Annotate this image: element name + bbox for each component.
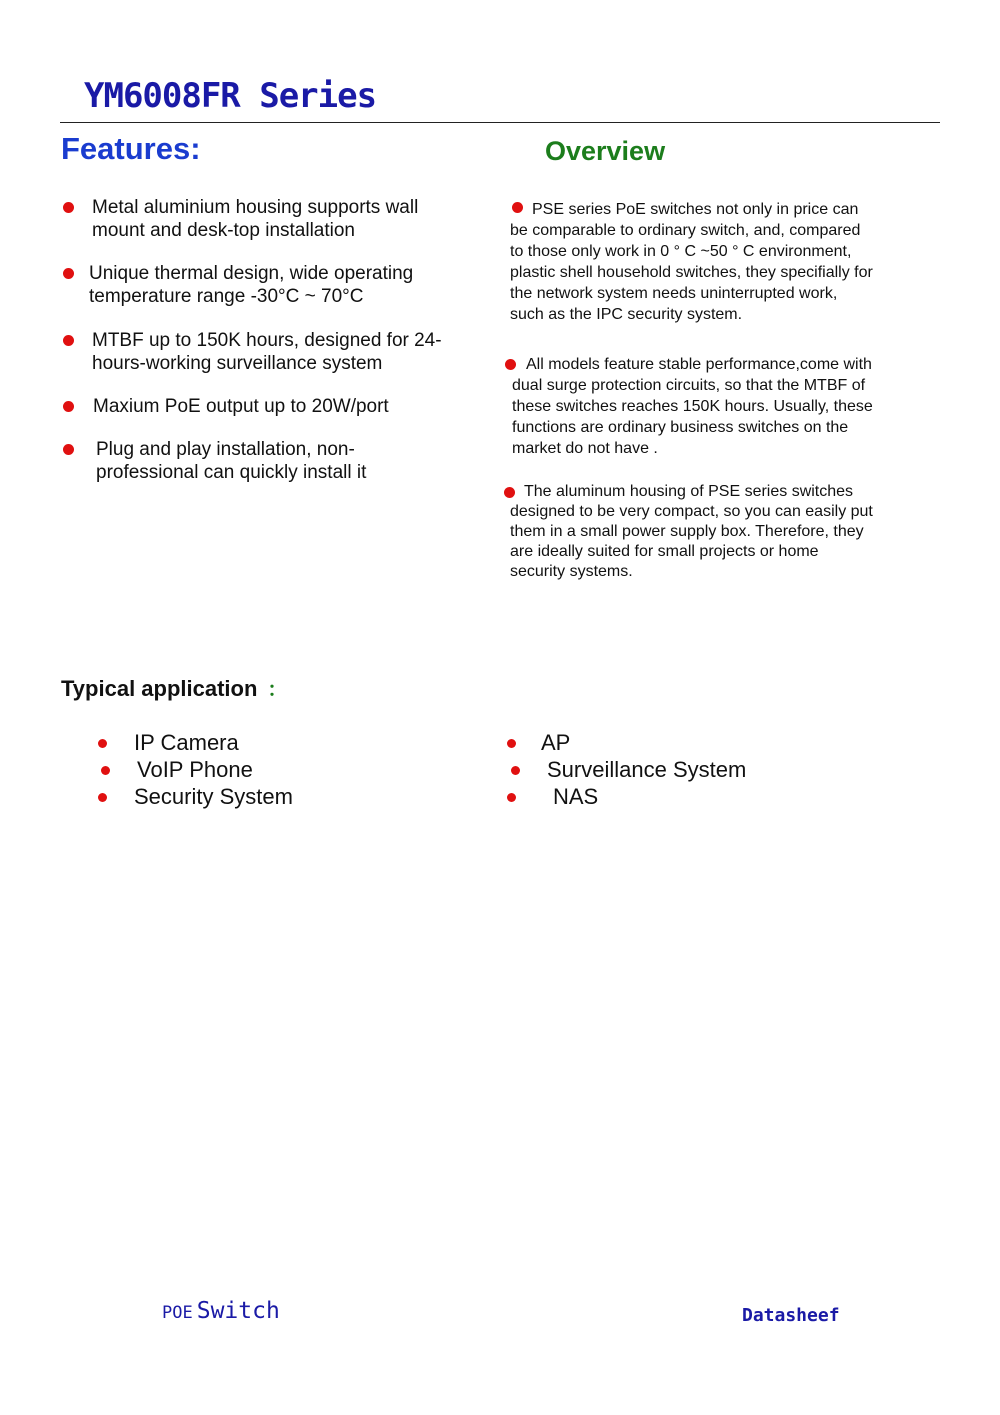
footer-poe: POE <box>162 1303 193 1323</box>
application-item: NAS <box>553 784 599 809</box>
bullet-icon <box>63 444 74 455</box>
application-item: VoIP Phone <box>137 757 253 782</box>
typical-application-heading <box>61 673 287 702</box>
bullet-icon <box>507 739 516 748</box>
bullet-icon <box>63 202 74 213</box>
heading-colon: ： <box>267 679 288 701</box>
feature-item: Plug and play installation, non-professional can quickly install it <box>96 439 367 483</box>
overview-paragraph: All models feature stable performance,come with dual surge protection circuits, so that the MTBF of these switches reaches 150K hours. Usually, these functions are ordinary business switches on the market do not have . <box>512 356 873 457</box>
features-heading: Features: <box>61 131 201 166</box>
bullet-icon <box>98 739 107 748</box>
typical-application-label: Typical application <box>61 676 258 701</box>
bullet-icon <box>507 793 516 802</box>
feature-item: Maxium PoE output up to 20W/port <box>93 396 389 417</box>
document-title: YM6008FR Series <box>84 76 377 116</box>
overview-paragraph: PSE series PoE switches not only in price can be comparable to ordinary switch, and, compared to those only work in 0 ° C ~50 ° C environment, plastic shell household switches, they specifially for the network system needs uninterrupted work, such as the IPC security system. <box>510 201 873 323</box>
footer-product-label <box>162 1298 280 1324</box>
application-item: IP Camera <box>134 730 239 755</box>
overview-heading: Overview <box>545 136 666 166</box>
bullet-icon <box>63 401 74 412</box>
header-divider <box>60 122 940 123</box>
bullet-icon <box>511 766 520 775</box>
feature-item: Metal aluminium housing supports wall mount and desk-top installation <box>92 197 419 241</box>
application-item: Security System <box>134 784 293 809</box>
bullet-icon <box>63 268 74 279</box>
application-item: Surveillance System <box>547 757 747 782</box>
feature-item: MTBF up to 150K hours, designed for 24-hours-working surveillance system <box>92 330 442 374</box>
footer-switch: Switch <box>196 1298 280 1324</box>
bullet-icon <box>101 766 110 775</box>
application-item: AP <box>541 730 571 755</box>
bullet-icon <box>63 335 74 346</box>
footer-datasheet-label: Datasheef <box>742 1305 840 1326</box>
overview-paragraph: The aluminum housing of PSE series switches designed to be very compact, so you can easily put them in a small power supply box. Therefore, they are ideally suited for small projects or home security systems. <box>510 483 873 580</box>
feature-item: Unique thermal design, wide operating temperature range -30°C ~ 70°C <box>89 263 414 307</box>
bullet-icon <box>98 793 107 802</box>
